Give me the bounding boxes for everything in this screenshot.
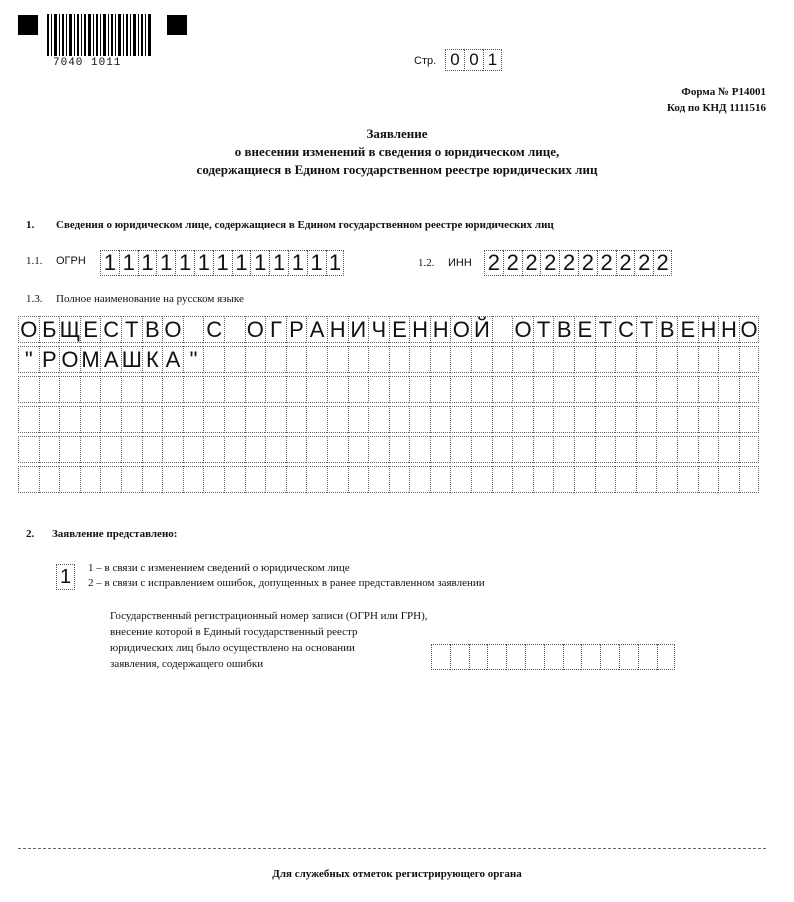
form-knd-code: Код по КНД 1111516 [666, 102, 766, 114]
fullname-char-cell[interactable]: Т [636, 316, 657, 343]
fullname-char-cell[interactable] [39, 436, 60, 463]
fullname-char-cell[interactable] [409, 466, 430, 493]
fullname-char-cell[interactable] [183, 316, 204, 343]
fullname-char-cell[interactable] [698, 376, 719, 403]
fullname-char-cell[interactable] [512, 406, 533, 433]
fullname-char-cell[interactable] [286, 376, 307, 403]
fullname-char-cell[interactable] [450, 406, 471, 433]
ogrn-digit-cell[interactable]: 1 [307, 250, 326, 276]
ogrn-digit-cell[interactable]: 1 [156, 250, 175, 276]
fullname-char-cell[interactable] [162, 406, 183, 433]
fullname-char-cell[interactable] [348, 376, 369, 403]
fullname-char-cell[interactable]: В [142, 316, 163, 343]
section1-number: 1. [26, 219, 35, 231]
document-title: Заявление [366, 126, 428, 141]
fullname-char-cell[interactable] [677, 376, 698, 403]
fullname-char-cell[interactable] [656, 376, 677, 403]
inn-digit-cell[interactable]: 2 [559, 250, 578, 276]
ogrn-digit-cell[interactable]: 1 [194, 250, 213, 276]
fullname-char-cell[interactable] [677, 436, 698, 463]
fullname-char-cell[interactable] [162, 466, 183, 493]
fullname-char-cell[interactable] [59, 406, 80, 433]
fullname-char-cell[interactable] [698, 436, 719, 463]
grn-digit-cell[interactable] [450, 644, 469, 670]
fullname-char-cell[interactable] [203, 466, 224, 493]
grn-digit-cell[interactable] [469, 644, 488, 670]
ogrn-digit-cell[interactable]: 1 [250, 250, 269, 276]
application-reason-value[interactable]: 1 [56, 564, 75, 590]
fullname-char-cell[interactable] [121, 436, 142, 463]
fullname-char-cell[interactable] [348, 406, 369, 433]
fullname-char-cell[interactable] [183, 466, 204, 493]
fullname-char-cell[interactable]: Н [718, 316, 739, 343]
fullname-char-cell[interactable]: Н [327, 316, 348, 343]
fullname-char-cell[interactable] [59, 436, 80, 463]
inn-digit-cell[interactable]: 2 [653, 250, 672, 276]
ogrn-digit-cell[interactable]: 1 [288, 250, 307, 276]
fullname-char-cell[interactable] [80, 406, 101, 433]
barcode-number: 7040 1011 [53, 57, 122, 69]
fullname-row[interactable] [18, 376, 759, 403]
fullname-char-cell[interactable] [739, 406, 760, 433]
fullname-char-cell[interactable] [553, 376, 574, 403]
fullname-char-cell[interactable] [100, 376, 121, 403]
official-marks-label: Для служебных отметок регистрирующего органа [272, 868, 522, 880]
fullname-char-cell[interactable] [471, 436, 492, 463]
fullname-row[interactable] [18, 316, 759, 343]
fullname-char-cell[interactable] [348, 466, 369, 493]
grn-digit-cell[interactable] [431, 644, 450, 670]
fullname-char-cell[interactable] [533, 466, 554, 493]
grn-digit-cell[interactable] [525, 644, 544, 670]
fullname-char-cell[interactable] [306, 376, 327, 403]
fullname-char-cell[interactable] [306, 436, 327, 463]
fullname-char-cell[interactable] [409, 376, 430, 403]
inn-digit-cell[interactable]: 2 [597, 250, 616, 276]
fullname-char-cell[interactable]: Е [389, 316, 410, 343]
fullname-char-cell[interactable] [224, 316, 245, 343]
fullname-char-cell[interactable]: А [100, 346, 121, 373]
fullname-char-cell[interactable] [450, 346, 471, 373]
fullname-char-cell[interactable] [409, 436, 430, 463]
fullname-char-cell[interactable] [121, 406, 142, 433]
inn-digit-cell[interactable]: 2 [484, 250, 503, 276]
ogrn-digit-cell[interactable]: 1 [326, 250, 345, 276]
fullname-char-cell[interactable] [224, 406, 245, 433]
fullname-char-cell[interactable] [80, 466, 101, 493]
fullname-char-cell[interactable] [80, 436, 101, 463]
fullname-char-cell[interactable]: В [553, 316, 574, 343]
fullname-char-cell[interactable] [203, 406, 224, 433]
fullname-char-cell[interactable] [39, 466, 60, 493]
fullname-number: 1.3. [26, 293, 43, 305]
fullname-char-cell[interactable]: О [59, 346, 80, 373]
fullname-char-cell[interactable] [512, 346, 533, 373]
ogrn-digit-cell[interactable]: 1 [232, 250, 251, 276]
ogrn-digit-cell[interactable]: 1 [213, 250, 232, 276]
fullname-char-cell[interactable] [142, 436, 163, 463]
fullname-char-cell[interactable] [739, 346, 760, 373]
fullname-char-cell[interactable] [39, 376, 60, 403]
fullname-char-cell[interactable] [574, 376, 595, 403]
fullname-char-cell[interactable] [718, 436, 739, 463]
corner-marker-right [167, 15, 187, 35]
fullname-char-cell[interactable] [245, 406, 266, 433]
fullname-char-cell[interactable]: " [183, 346, 204, 373]
fullname-char-cell[interactable] [718, 466, 739, 493]
fullname-char-cell[interactable] [492, 376, 513, 403]
fullname-char-cell[interactable] [409, 406, 430, 433]
fullname-char-cell[interactable] [203, 436, 224, 463]
fullname-char-cell[interactable] [59, 376, 80, 403]
form-number: Форма № Р14001 [681, 86, 766, 98]
page-digit: 0 [445, 49, 464, 71]
fullname-char-cell[interactable] [327, 406, 348, 433]
fullname-char-cell[interactable] [512, 466, 533, 493]
fullname-char-cell[interactable] [739, 376, 760, 403]
fullname-char-cell[interactable] [368, 406, 389, 433]
fullname-char-cell[interactable]: О [450, 316, 471, 343]
fullname-char-cell[interactable] [389, 436, 410, 463]
fullname-char-cell[interactable]: О [740, 316, 758, 342]
fullname-char-cell[interactable] [471, 376, 492, 403]
fullname-char-cell[interactable] [59, 466, 80, 493]
fullname-char-cell[interactable] [656, 346, 677, 373]
fullname-char-cell[interactable] [224, 466, 245, 493]
fullname-char-cell[interactable] [327, 376, 348, 403]
fullname-char-cell[interactable] [142, 376, 163, 403]
fullname-char-cell[interactable] [492, 406, 513, 433]
document-subtitle-2: содержащиеся в Едином государственном реестре юридических лиц [196, 162, 598, 177]
fullname-char-cell[interactable] [615, 376, 636, 403]
fullname-char-cell[interactable] [677, 406, 698, 433]
fullname-char-cell[interactable] [245, 376, 266, 403]
fullname-char-cell[interactable] [245, 436, 266, 463]
fullname-char-cell[interactable]: О [18, 316, 39, 343]
fullname-char-cell[interactable] [450, 376, 471, 403]
fullname-char-cell[interactable] [533, 406, 554, 433]
fullname-char-cell[interactable] [492, 436, 513, 463]
ogrn-digit-cell[interactable]: 1 [138, 250, 157, 276]
fullname-char-cell[interactable] [636, 466, 657, 493]
cut-line [18, 848, 766, 849]
fullname-char-cell[interactable]: Т [595, 316, 616, 343]
fullname-char-cell[interactable] [615, 436, 636, 463]
fullname-label: Полное наименование на русском языке [56, 293, 244, 305]
fullname-char-cell[interactable] [718, 406, 739, 433]
fullname-row[interactable] [18, 436, 759, 463]
ogrn-label: ОГРН [56, 255, 86, 267]
page-digit: 1 [483, 49, 502, 71]
fullname-char-cell[interactable]: Р [39, 346, 60, 373]
fullname-char-cell[interactable]: И [348, 316, 369, 343]
fullname-char-cell[interactable] [677, 346, 698, 373]
fullname-char-cell[interactable] [615, 406, 636, 433]
fullname-row[interactable] [18, 466, 759, 493]
fullname-char-cell[interactable] [389, 406, 410, 433]
fullname-char-cell[interactable] [677, 466, 698, 493]
fullname-char-cell[interactable] [306, 406, 327, 433]
fullname-char-cell[interactable] [430, 346, 451, 373]
fullname-char-cell[interactable] [348, 436, 369, 463]
fullname-char-cell[interactable] [430, 376, 451, 403]
fullname-char-cell[interactable] [39, 406, 60, 433]
fullname-char-cell[interactable] [18, 406, 39, 433]
fullname-char-cell[interactable] [286, 346, 307, 373]
fullname-char-cell[interactable]: Р [286, 316, 307, 343]
inn-field[interactable] [484, 250, 672, 276]
fullname-char-cell[interactable]: А [306, 316, 327, 343]
fullname-char-cell[interactable] [430, 406, 451, 433]
grn-digit-cell[interactable] [544, 644, 563, 670]
fullname-char-cell[interactable] [656, 406, 677, 433]
fullname-row[interactable] [18, 346, 759, 373]
fullname-char-cell[interactable] [718, 346, 739, 373]
fullname-char-cell[interactable]: О [162, 316, 183, 343]
fullname-char-cell[interactable] [595, 406, 616, 433]
fullname-char-cell[interactable]: Е [574, 316, 595, 343]
fullname-char-cell[interactable] [533, 436, 554, 463]
grn-digit-cell[interactable] [638, 644, 657, 670]
fullname-char-cell[interactable] [368, 376, 389, 403]
inn-digit-cell[interactable]: 2 [503, 250, 522, 276]
grn-digit-cell[interactable] [581, 644, 600, 670]
inn-digit-cell[interactable]: 2 [522, 250, 541, 276]
grn-digit-cell[interactable] [600, 644, 619, 670]
fullname-char-cell[interactable]: С [615, 316, 636, 343]
inn-digit-cell[interactable]: 2 [634, 250, 653, 276]
fullname-char-cell[interactable] [512, 436, 533, 463]
grn-description-3: юридических лиц было осуществлено на основании [110, 642, 355, 654]
fullname-char-cell[interactable] [574, 466, 595, 493]
inn-digit-cell[interactable]: 2 [616, 250, 635, 276]
document-subtitle-1: о внесении изменений в сведения о юридическом лице, [234, 144, 560, 159]
grn-description-4: заявления, содержащего ошибки [110, 658, 264, 670]
fullname-char-cell[interactable] [389, 466, 410, 493]
fullname-char-cell[interactable] [368, 466, 389, 493]
inn-digit-cell[interactable]: 2 [578, 250, 597, 276]
fullname-char-cell[interactable] [265, 346, 286, 373]
fullname-char-cell[interactable]: С [100, 316, 121, 343]
fullname-char-cell[interactable]: К [142, 346, 163, 373]
fullname-char-cell[interactable] [224, 436, 245, 463]
page-number-cells [445, 49, 502, 71]
fullname-char-cell[interactable] [100, 406, 121, 433]
fullname-char-cell[interactable] [574, 436, 595, 463]
fullname-char-cell[interactable] [265, 436, 286, 463]
fullname-char-cell[interactable] [265, 376, 286, 403]
fullname-char-cell[interactable] [739, 466, 760, 493]
fullname-char-cell[interactable] [162, 376, 183, 403]
fullname-char-cell[interactable] [512, 376, 533, 403]
ogrn-digit-cell[interactable]: 1 [175, 250, 194, 276]
fullname-char-cell[interactable]: А [162, 346, 183, 373]
fullname-char-cell[interactable] [636, 436, 657, 463]
page-label: Стр. [414, 55, 437, 67]
fullname-char-cell[interactable] [471, 346, 492, 373]
fullname-char-cell[interactable] [245, 466, 266, 493]
fullname-char-cell[interactable] [100, 436, 121, 463]
fullname-char-cell[interactable] [430, 466, 451, 493]
fullname-char-cell[interactable] [183, 406, 204, 433]
fullname-char-cell[interactable] [348, 346, 369, 373]
fullname-char-cell[interactable] [492, 346, 513, 373]
fullname-char-cell[interactable] [389, 376, 410, 403]
fullname-char-cell[interactable] [430, 436, 451, 463]
fullname-char-cell[interactable] [553, 436, 574, 463]
fullname-char-cell[interactable] [553, 406, 574, 433]
fullname-char-cell[interactable] [18, 376, 39, 403]
fullname-char-cell[interactable] [533, 376, 554, 403]
grn-digit-cell[interactable] [657, 644, 676, 670]
fullname-char-cell[interactable]: Т [533, 316, 554, 343]
fullname-char-cell[interactable] [368, 346, 389, 373]
grn-description-2: внесение которой в Единый государственный реестр [110, 626, 358, 638]
grn-field[interactable] [431, 644, 675, 670]
fullname-char-cell[interactable]: Н [430, 316, 451, 343]
application-reason-field[interactable] [56, 564, 75, 590]
fullname-char-cell[interactable] [306, 466, 327, 493]
fullname-char-cell[interactable] [450, 466, 471, 493]
fullname-char-cell[interactable] [718, 376, 739, 403]
fullname-char-cell[interactable] [162, 436, 183, 463]
fullname-char-cell[interactable] [636, 406, 657, 433]
fullname-char-cell[interactable] [368, 436, 389, 463]
barcode [47, 14, 151, 56]
fullname-char-cell[interactable]: Б [39, 316, 60, 343]
section2-heading: Заявление представлено: [52, 528, 178, 540]
fullname-char-cell[interactable]: Г [265, 316, 286, 343]
fullname-char-cell[interactable] [286, 406, 307, 433]
fullname-char-cell[interactable] [615, 466, 636, 493]
section1-heading: Сведения о юридическом лице, содержащиеся в Едином государственном реестре юридических лиц [56, 219, 554, 231]
fullname-char-cell[interactable] [698, 406, 719, 433]
grn-digit-cell[interactable] [619, 644, 638, 670]
fullname-char-cell[interactable] [18, 436, 39, 463]
fullname-char-cell[interactable] [80, 376, 101, 403]
fullname-char-cell[interactable] [18, 466, 39, 493]
fullname-char-cell[interactable] [553, 466, 574, 493]
fullname-char-cell[interactable] [265, 466, 286, 493]
fullname-char-cell[interactable]: Ч [368, 316, 389, 343]
fullname-char-cell[interactable] [492, 466, 513, 493]
fullname-char-cell[interactable] [533, 346, 554, 373]
fullname-char-cell[interactable] [265, 406, 286, 433]
grn-description-1: Государственный регистрационный номер записи (ОГРН или ГРН), [110, 610, 428, 622]
fullname-char-cell[interactable] [471, 406, 492, 433]
fullname-char-cell[interactable]: Е [677, 316, 698, 343]
fullname-char-cell[interactable]: В [656, 316, 677, 343]
fullname-char-cell[interactable]: Т [121, 316, 142, 343]
fullname-char-cell[interactable] [100, 466, 121, 493]
inn-digit-cell[interactable]: 2 [540, 250, 559, 276]
fullname-char-cell[interactable] [286, 436, 307, 463]
grn-digit-cell[interactable] [487, 644, 506, 670]
grn-digit-cell[interactable] [506, 644, 525, 670]
fullname-char-cell[interactable] [595, 436, 616, 463]
fullname-char-cell[interactable] [224, 346, 245, 373]
fullname-row[interactable] [18, 406, 759, 433]
fullname-char-cell[interactable] [636, 346, 657, 373]
fullname-char-cell[interactable] [121, 466, 142, 493]
inn-number: 1.2. [418, 257, 435, 269]
fullname-char-cell[interactable]: Й [471, 316, 492, 343]
fullname-char-cell[interactable] [245, 346, 266, 373]
fullname-char-cell[interactable]: Н [698, 316, 719, 343]
fullname-char-cell[interactable]: Ш [121, 346, 142, 372]
fullname-char-cell[interactable] [595, 376, 616, 403]
fullname-char-cell[interactable] [183, 436, 204, 463]
fullname-char-cell[interactable]: Щ [59, 316, 81, 342]
fullname-char-cell[interactable]: Е [80, 316, 101, 343]
fullname-char-cell[interactable] [574, 346, 595, 373]
fullname-char-cell[interactable]: М [81, 346, 100, 372]
fullname-char-cell[interactable] [656, 466, 677, 493]
fullname-char-cell[interactable] [595, 466, 616, 493]
fullname-char-cell[interactable]: " [18, 346, 39, 373]
fullname-char-cell[interactable] [203, 376, 224, 403]
fullname-char-cell[interactable] [574, 406, 595, 433]
fullname-char-cell[interactable] [409, 346, 430, 373]
fullname-char-cell[interactable] [306, 346, 327, 373]
fullname-char-cell[interactable] [327, 436, 348, 463]
ogrn-field[interactable] [100, 250, 344, 276]
fullname-char-cell[interactable] [471, 466, 492, 493]
fullname-char-cell[interactable]: С [203, 316, 224, 343]
grn-digit-cell[interactable] [563, 644, 582, 670]
reason-option-2: 2 – в связи с исправлением ошибок, допущенных в ранее представленном заявлении [88, 577, 485, 589]
fullname-char-cell[interactable] [286, 466, 307, 493]
ogrn-digit-cell[interactable]: 1 [269, 250, 288, 276]
fullname-char-cell[interactable] [698, 466, 719, 493]
inn-label: ИНН [448, 257, 472, 269]
fullname-char-cell[interactable]: О [512, 316, 533, 343]
page-digit: 0 [464, 49, 483, 71]
fullname-char-cell[interactable] [595, 346, 616, 373]
fullname-char-cell[interactable]: О [245, 316, 266, 343]
fullname-char-cell[interactable] [327, 466, 348, 493]
fullname-char-cell[interactable] [389, 346, 410, 373]
fullname-char-cell[interactable] [327, 346, 348, 373]
fullname-char-cell[interactable] [121, 376, 142, 403]
section2-number: 2. [26, 528, 35, 540]
fullname-char-cell[interactable] [492, 316, 513, 343]
ogrn-digit-cell[interactable]: 1 [119, 250, 138, 276]
fullname-char-cell[interactable] [615, 346, 636, 373]
corner-marker-left [18, 15, 38, 35]
ogrn-number: 1.1. [26, 255, 43, 267]
fullname-char-cell[interactable] [203, 346, 224, 373]
fullname-char-cell[interactable]: Н [409, 316, 430, 343]
fullname-char-cell[interactable] [450, 436, 471, 463]
fullname-char-cell[interactable] [142, 406, 163, 433]
fullname-char-cell[interactable] [739, 436, 760, 463]
fullname-char-cell[interactable] [183, 376, 204, 403]
fullname-char-cell[interactable] [636, 376, 657, 403]
fullname-char-cell[interactable] [224, 376, 245, 403]
fullname-char-cell[interactable] [553, 346, 574, 373]
fullname-char-cell[interactable] [656, 436, 677, 463]
ogrn-digit-cell[interactable]: 1 [100, 250, 119, 276]
fullname-char-cell[interactable] [698, 346, 719, 373]
reason-option-1: 1 – в связи с изменением сведений о юридическом лице [88, 562, 350, 574]
fullname-char-cell[interactable] [142, 466, 163, 493]
